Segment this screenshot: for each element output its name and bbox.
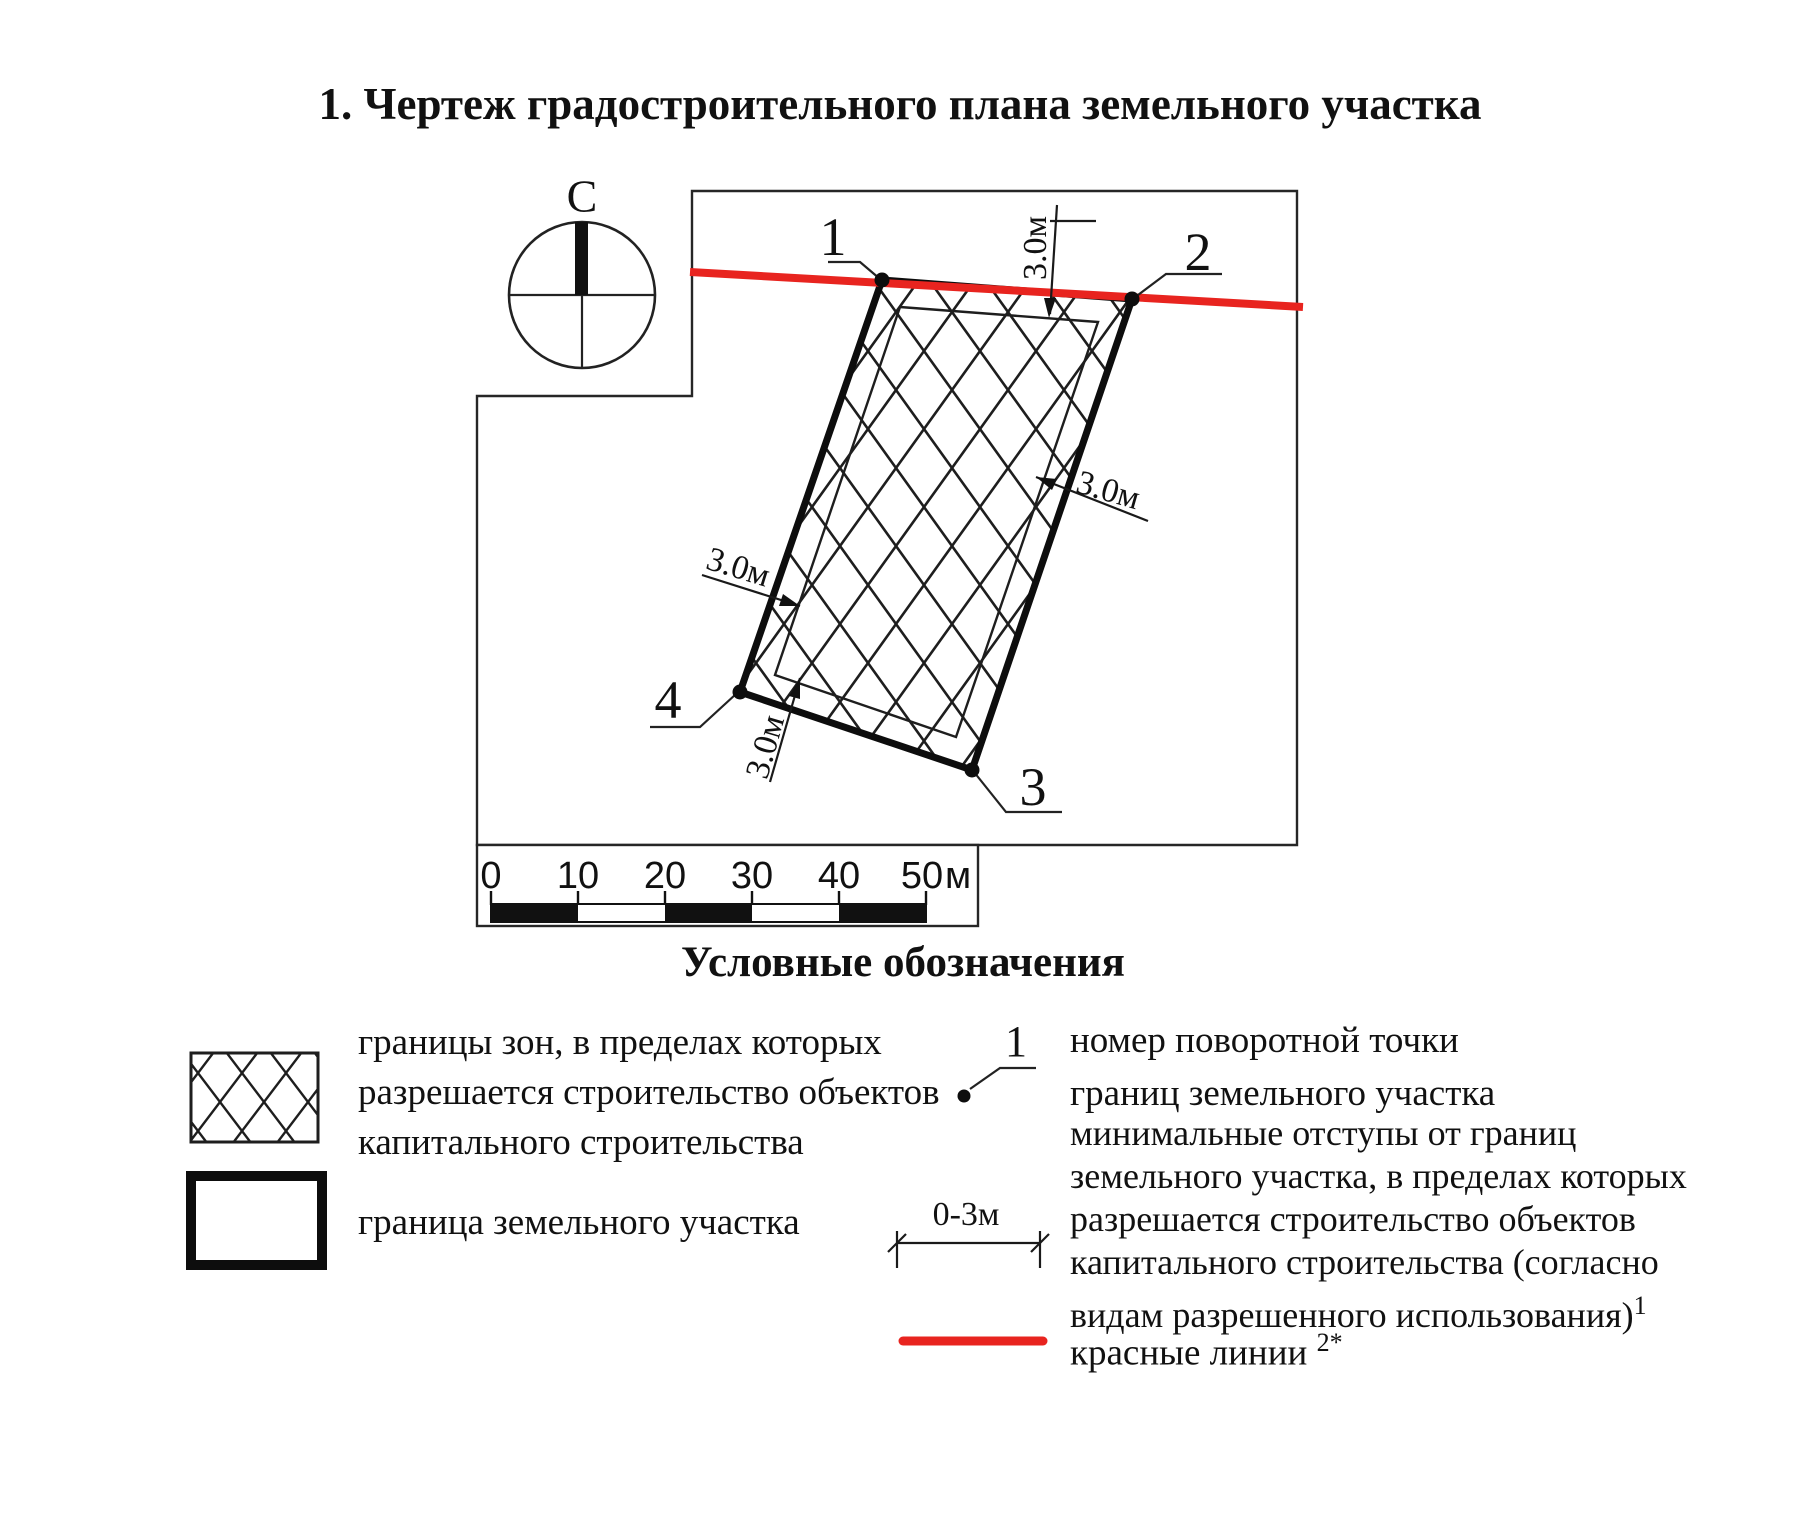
- scale-label-30: 30: [730, 855, 774, 897]
- compass-icon: [509, 222, 655, 368]
- dimension-label-right: 3.0м: [1072, 463, 1145, 518]
- legend-turning-point-number: 1: [1005, 1017, 1027, 1066]
- scale-label-20: 20: [643, 855, 687, 897]
- compass-north-label: С: [566, 170, 598, 222]
- scalebar: [491, 904, 926, 922]
- point-label-1: 1: [819, 207, 847, 267]
- point-label-2: 2: [1184, 222, 1212, 282]
- dimension-label-top: 3.0м: [1017, 215, 1054, 281]
- scale-label-10: 10: [556, 855, 600, 897]
- legend-turning-point-symbol: [958, 1068, 1037, 1103]
- legend-setback-symbol: [888, 1231, 1049, 1268]
- legend-setback-text: минимальные отступы от границ земельного участка, в пределах которых разрешается строительство объектов капитального строительства (согласно видам разрешенного использования)$^1$: [1070, 1113, 1687, 1335]
- point-label-4: 4: [654, 670, 682, 730]
- dimension-label-bottom: 3.0м: [738, 710, 793, 783]
- dimension-label-left: 3.0м: [702, 540, 775, 595]
- legend-heading: Условные обозначения: [681, 939, 1125, 986]
- legend-hatch-swatch: [191, 1053, 318, 1142]
- scale-label-40: 40: [817, 855, 861, 897]
- legend-turning-point-text: номер поворотной точки границ земельного участка: [1070, 1020, 1496, 1114]
- scale-label-50: 50: [900, 855, 944, 897]
- legend-setback-symbol-label: 0-3м: [932, 1196, 1000, 1233]
- scale-unit: м: [944, 855, 972, 897]
- legend-parcel-boundary-text: граница земельного участка: [358, 1202, 800, 1243]
- page-title: 1. Чертеж градостроительного плана земельного участка: [318, 79, 1482, 129]
- legend-buildable-zone-text: границы зон, в пределах которых разрешается строительство объектов капитального строительства: [358, 1022, 940, 1163]
- legend-boundary-swatch: [191, 1176, 322, 1265]
- point-label-3: 3: [1019, 757, 1047, 817]
- legend-red-lines-text: красные линии $^{2*}$: [1070, 1328, 1343, 1374]
- scale-label-0: 0: [480, 855, 502, 897]
